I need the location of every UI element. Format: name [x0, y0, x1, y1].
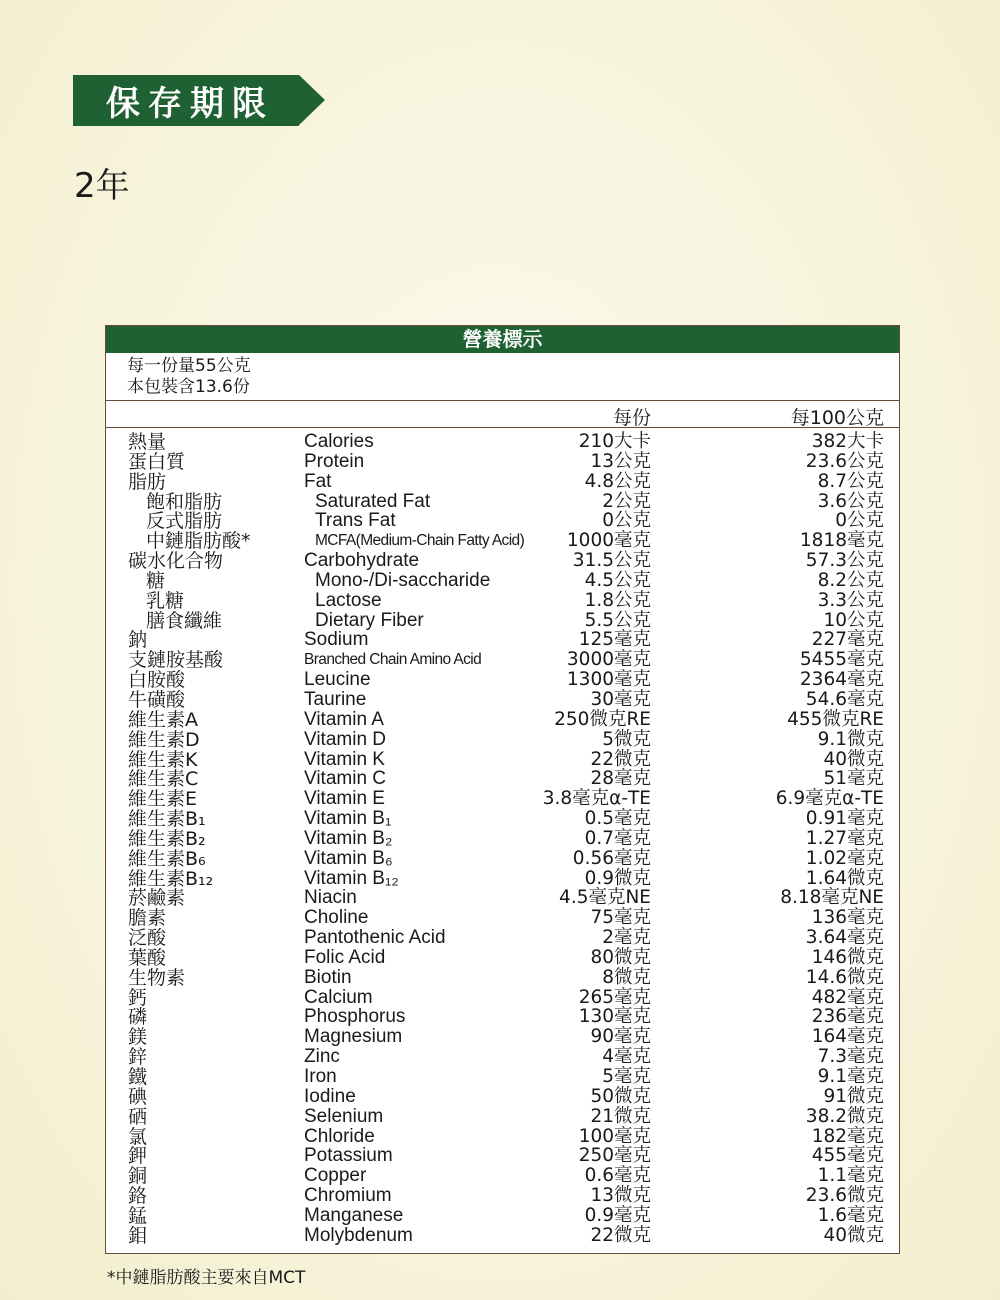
nutrition-table	[105, 325, 900, 1254]
table-row	[106, 452, 899, 472]
value-per-serving: 0.6毫克	[584, 1165, 651, 1187]
value-per-100g: 146微克	[811, 946, 884, 968]
serving-size: 每一份量55公克	[127, 356, 251, 376]
value-per-serving: 100毫克	[578, 1125, 651, 1147]
table-row	[106, 908, 899, 928]
nutrient-name-zh: 支鏈胺基酸	[128, 649, 224, 672]
nutrient-name-en: Mono-/Di-saccharide	[315, 569, 491, 591]
value-per-serving: 28毫克	[590, 768, 651, 790]
nutrient-name-zh: 維生素B₁	[128, 808, 206, 831]
table-row	[106, 650, 899, 670]
value-per-serving: 22微克	[590, 748, 651, 770]
nutrient-name-en: Sodium	[304, 629, 369, 651]
value-per-100g: 1.02毫克	[805, 847, 884, 869]
nutrient-name-zh: 維生素E	[128, 788, 198, 811]
nutrient-name-en: Selenium	[304, 1105, 384, 1127]
value-per-100g: 1.6毫克	[817, 1204, 884, 1226]
nutrient-name-zh: 鉻	[128, 1185, 148, 1208]
nutrient-name-en: Vitamin A	[304, 708, 384, 730]
table-title: 營養標示	[106, 326, 899, 353]
nutrient-name-en: Taurine	[304, 688, 367, 710]
value-per-serving: 4.8公克	[584, 470, 651, 492]
nutrient-name-en: Vitamin B₆	[304, 847, 393, 869]
value-per-100g: 164毫克	[811, 1026, 884, 1048]
nutrient-name-en: Chromium	[304, 1185, 392, 1207]
table-row	[106, 1047, 899, 1067]
nutrient-name-zh: 蛋白質	[128, 450, 186, 473]
nutrient-name-zh: 磷	[128, 1006, 148, 1029]
shelf-life-value: 2年	[74, 166, 130, 206]
table-row	[106, 492, 899, 512]
table-row	[106, 809, 899, 829]
nutrient-name-zh: 泛酸	[128, 927, 167, 950]
table-row	[106, 849, 899, 869]
table-row	[106, 1087, 899, 1107]
footnote: *中鏈脂肪酸主要來自MCT	[107, 1268, 306, 1288]
value-per-100g: 236毫克	[811, 1006, 884, 1028]
table-row	[106, 511, 899, 531]
value-per-100g: 382大卡	[811, 431, 884, 452]
table-row	[106, 710, 899, 730]
value-per-serving: 0.5毫克	[584, 808, 651, 830]
value-per-100g: 38.2微克	[805, 1105, 884, 1127]
nutrient-name-zh: 維生素D	[128, 728, 200, 751]
nutrient-name-zh: 糖	[146, 569, 166, 592]
value-per-100g: 23.6公克	[805, 450, 884, 472]
table-row	[106, 472, 899, 492]
nutrient-name-zh: 鉬	[128, 1224, 148, 1247]
value-per-100g: 91微克	[823, 1085, 884, 1107]
value-per-serving: 4毫克	[602, 1046, 651, 1068]
value-per-serving: 30毫克	[590, 688, 651, 710]
value-per-100g: 227毫克	[811, 629, 884, 651]
value-per-100g: 455微克RE	[787, 708, 884, 730]
table-row	[106, 630, 899, 650]
nutrient-name-en: Choline	[304, 907, 369, 929]
value-per-serving: 21微克	[590, 1105, 651, 1127]
value-per-serving: 13微克	[590, 1185, 651, 1207]
nutrient-name-zh: 反式脂肪	[146, 510, 223, 533]
value-per-serving: 4.5公克	[584, 569, 651, 591]
nutrient-name-en: Trans Fat	[315, 510, 396, 532]
nutrient-name-zh: 維生素B₂	[128, 827, 206, 850]
value-per-100g: 3.6公克	[817, 490, 884, 512]
value-per-100g: 8.18毫克NE	[780, 887, 884, 909]
nutrient-name-zh: 硒	[128, 1105, 148, 1128]
nutrient-name-zh: 碘	[128, 1085, 148, 1108]
nutrient-name-zh: 維生素A	[128, 708, 198, 731]
value-per-100g: 8.2公克	[817, 569, 884, 591]
nutrient-name-en: Branched Chain Amino Acid	[304, 651, 482, 669]
value-per-100g: 5455毫克	[799, 649, 884, 671]
table-row	[106, 1146, 899, 1166]
nutrient-name-en: Biotin	[304, 966, 352, 988]
value-per-serving: 2公克	[602, 490, 651, 512]
value-per-100g: 6.9毫克α-TE	[775, 788, 884, 810]
nutrient-name-zh: 碳水化合物	[128, 550, 224, 573]
nutrient-name-en: Fat	[304, 470, 332, 492]
nutrient-name-zh: 氯	[128, 1125, 148, 1148]
nutrient-name-en: Vitamin B₁₂	[304, 867, 399, 889]
value-per-serving: 8微克	[602, 966, 651, 988]
table-row	[106, 1166, 899, 1186]
table-row	[106, 1186, 899, 1206]
nutrient-name-en: Vitamin D	[304, 728, 387, 750]
nutrient-name-en: Vitamin B₁	[304, 808, 392, 830]
value-per-100g: 3.64毫克	[805, 927, 884, 949]
table-row	[106, 968, 899, 988]
value-per-serving: 130毫克	[578, 1006, 651, 1028]
table-row	[106, 551, 899, 571]
table-row	[106, 1067, 899, 1087]
value-per-serving: 2毫克	[602, 927, 651, 949]
value-per-serving: 3000毫克	[566, 649, 651, 671]
nutrient-name-en: Vitamin B₂	[304, 827, 393, 849]
table-row	[106, 1007, 899, 1027]
value-per-100g: 2364毫克	[799, 669, 884, 691]
value-per-serving: 1300毫克	[566, 669, 651, 691]
value-per-100g: 10公克	[823, 609, 884, 631]
servings-per-pack: 本包裝含13.6份	[127, 377, 250, 397]
value-per-100g: 51毫克	[823, 768, 884, 790]
nutrient-name-en: Calories	[304, 431, 374, 452]
serving-info	[106, 353, 899, 401]
table-row	[106, 750, 899, 770]
nutrient-name-zh: 維生素C	[128, 768, 199, 791]
value-per-serving: 250毫克	[578, 1145, 651, 1167]
value-per-serving: 0.9毫克	[584, 1204, 651, 1226]
nutrient-name-en: Vitamin C	[304, 768, 387, 790]
nutrient-name-zh: 鎂	[128, 1026, 148, 1049]
column-headers	[106, 401, 899, 428]
table-row	[106, 591, 899, 611]
value-per-100g: 1.64微克	[805, 867, 884, 889]
nutrient-name-en: Calcium	[304, 986, 373, 1008]
banner-label: 保存期限	[73, 75, 299, 126]
value-per-serving: 0.9微克	[584, 867, 651, 889]
nutrient-name-zh: 菸鹼素	[128, 887, 186, 910]
nutrient-name-zh: 乳糖	[146, 589, 185, 612]
table-row	[106, 611, 899, 631]
banner-arrow-tip	[299, 75, 325, 125]
nutrient-name-zh: 熱量	[128, 431, 167, 453]
value-per-serving: 265毫克	[578, 986, 651, 1008]
nutrient-name-en: Phosphorus	[304, 1006, 406, 1028]
value-per-100g: 7.3毫克	[817, 1046, 884, 1068]
value-per-100g: 0.91毫克	[805, 808, 884, 830]
table-row	[106, 789, 899, 809]
nutrient-name-en: Molybdenum	[304, 1224, 413, 1246]
table-row	[106, 928, 899, 948]
value-per-serving: 5微克	[602, 728, 651, 750]
value-per-serving: 3.8毫克α-TE	[542, 788, 651, 810]
value-per-serving: 5.5公克	[584, 609, 651, 631]
nutrient-name-en: Copper	[304, 1165, 367, 1187]
value-per-serving: 90毫克	[590, 1026, 651, 1048]
nutrient-name-en: Niacin	[304, 887, 357, 909]
value-per-100g: 9.1微克	[817, 728, 884, 750]
value-per-serving: 5毫克	[602, 1066, 651, 1087]
nutrient-name-en: Zinc	[304, 1046, 340, 1068]
nutrient-name-en: Iodine	[304, 1085, 356, 1107]
col-per-serving: 每份	[612, 407, 651, 429]
value-per-100g: 182毫克	[811, 1125, 884, 1147]
value-per-serving: 80微克	[590, 946, 651, 968]
nutrient-name-zh: 葉酸	[128, 946, 167, 969]
nutrient-name-en: Carbohydrate	[304, 550, 420, 572]
nutrient-name-zh: 膳食纖維	[146, 609, 223, 632]
value-per-100g: 14.6微克	[805, 966, 884, 988]
nutrient-name-zh: 生物素	[128, 966, 186, 989]
nutrient-name-zh: 維生素B₁₂	[128, 867, 214, 890]
nutrient-name-zh: 維生素K	[128, 748, 198, 771]
value-per-100g: 54.6毫克	[805, 688, 884, 710]
value-per-serving: 1000毫克	[566, 530, 651, 552]
shelf-life-banner	[73, 75, 325, 126]
nutrient-name-zh: 白胺酸	[128, 669, 186, 692]
col-per-100g: 每100公克	[790, 407, 884, 429]
table-row	[106, 1107, 899, 1127]
value-per-100g: 40微克	[823, 1224, 884, 1246]
nutrient-name-en: Vitamin E	[304, 788, 385, 810]
table-row	[106, 690, 899, 710]
value-per-serving: 22微克	[590, 1224, 651, 1246]
nutrient-name-en: Chloride	[304, 1125, 375, 1147]
value-per-100g: 9.1毫克	[817, 1066, 884, 1087]
value-per-serving: 31.5公克	[572, 550, 651, 572]
nutrient-rows	[106, 428, 899, 1246]
value-per-100g: 57.3公克	[805, 550, 884, 572]
nutrient-name-en: Lactose	[315, 589, 382, 611]
nutrient-name-zh: 飽和脂肪	[146, 490, 223, 513]
nutrient-name-zh: 牛磺酸	[128, 688, 186, 711]
nutrient-name-en: Pantothenic Acid	[304, 927, 446, 949]
table-row	[106, 1206, 899, 1226]
table-row	[106, 988, 899, 1008]
table-row	[106, 948, 899, 968]
nutrient-name-en: Vitamin K	[304, 748, 385, 770]
nutrient-name-en: Folic Acid	[304, 946, 386, 968]
value-per-serving: 0.7毫克	[584, 827, 651, 849]
nutrient-name-zh: 膽素	[128, 907, 167, 930]
nutrient-name-zh: 鈉	[128, 629, 148, 652]
table-row	[106, 769, 899, 789]
value-per-100g: 455毫克	[811, 1145, 884, 1167]
nutrient-name-en: Leucine	[304, 669, 371, 691]
nutrient-name-en: Magnesium	[304, 1026, 403, 1048]
table-row	[106, 730, 899, 750]
value-per-100g: 23.6微克	[805, 1185, 884, 1207]
nutrient-name-zh: 脂肪	[128, 470, 167, 493]
table-row	[106, 1027, 899, 1047]
table-row	[106, 829, 899, 849]
value-per-100g: 136毫克	[811, 907, 884, 929]
value-per-100g: 1818毫克	[799, 530, 884, 552]
value-per-serving: 4.5毫克NE	[559, 887, 651, 909]
table-row	[106, 888, 899, 908]
value-per-100g: 0公克	[835, 510, 884, 532]
table-row	[106, 1226, 899, 1246]
table-row	[106, 670, 899, 690]
value-per-100g: 1.1毫克	[817, 1165, 884, 1187]
nutrient-name-zh: 維生素B₆	[128, 847, 206, 870]
nutrient-name-en: Protein	[304, 450, 365, 472]
value-per-serving: 0.56毫克	[572, 847, 651, 869]
nutrient-name-en: Dietary Fiber	[315, 609, 424, 631]
table-row	[106, 1127, 899, 1147]
nutrient-name-zh: 鉀	[128, 1145, 148, 1168]
nutrient-name-zh: 鋅	[128, 1046, 148, 1069]
nutrient-name-zh: 鐵	[128, 1066, 148, 1088]
table-row	[106, 531, 899, 551]
value-per-serving: 50微克	[590, 1085, 651, 1107]
nutrient-name-en: Manganese	[304, 1204, 404, 1226]
table-row	[106, 571, 899, 591]
value-per-serving: 0公克	[602, 510, 651, 532]
table-row	[106, 432, 899, 452]
value-per-serving: 75毫克	[590, 907, 651, 929]
nutrient-name-zh: 銅	[128, 1165, 148, 1188]
nutrient-name-zh: 鈣	[128, 986, 148, 1009]
nutrient-name-en: Potassium	[304, 1145, 393, 1167]
value-per-100g: 1.27毫克	[805, 827, 884, 849]
value-per-100g: 40微克	[823, 748, 884, 770]
nutrient-name-zh: 錳	[128, 1204, 148, 1227]
nutrient-name-en: Saturated Fat	[315, 490, 431, 512]
value-per-100g: 8.7公克	[817, 470, 884, 492]
nutrient-name-en: MCFA(Medium-Chain Fatty Acid)	[315, 532, 525, 550]
value-per-100g: 3.3公克	[817, 589, 884, 611]
value-per-100g: 482毫克	[811, 986, 884, 1008]
value-per-serving: 1.8公克	[584, 589, 651, 611]
value-per-serving: 125毫克	[578, 629, 651, 651]
nutrient-name-en: Iron	[304, 1066, 337, 1087]
nutrient-name-zh: 中鏈脂肪酸*	[146, 530, 251, 553]
value-per-serving: 210大卡	[578, 431, 651, 452]
table-row	[106, 869, 899, 889]
value-per-serving: 250微克RE	[554, 708, 651, 730]
value-per-serving: 13公克	[590, 450, 651, 472]
